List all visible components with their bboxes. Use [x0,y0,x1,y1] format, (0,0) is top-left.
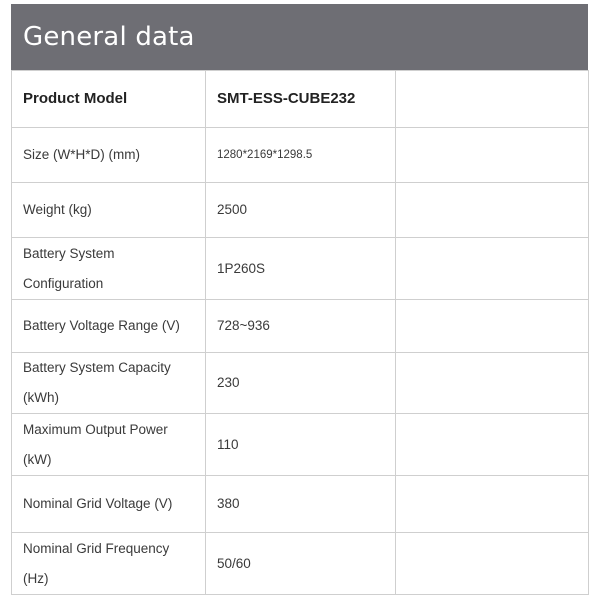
row-extra [396,476,589,533]
row-extra [396,353,589,414]
row-label: Nominal Grid Voltage (V) [12,476,206,533]
table-row [12,300,589,353]
header-label: Product Model [12,71,206,128]
table-row [12,183,589,238]
row-value: 1280*2169*1298.5 [206,128,396,183]
row-value: 2500 [206,183,396,238]
spec-table [11,70,589,595]
table-header-row [12,71,589,128]
row-extra [396,128,589,183]
row-value: 50/60 [206,533,396,595]
row-extra [396,238,589,300]
table-row [12,414,589,476]
section-title: General data [11,4,588,70]
row-label: Nominal Grid Frequency (Hz) [12,533,206,595]
row-label: Battery Voltage Range (V) [12,300,206,353]
row-label: Size (W*H*D) (mm) [12,128,206,183]
table-row [12,476,589,533]
row-label: Maximum Output Power (kW) [12,414,206,476]
table-row [12,353,589,414]
row-value: 1P260S [206,238,396,300]
header-extra [396,71,589,128]
row-label: Battery System Capacity (kWh) [12,353,206,414]
row-extra [396,183,589,238]
table-row [12,128,589,183]
row-extra [396,300,589,353]
row-value: 110 [206,414,396,476]
row-extra [396,414,589,476]
row-label: Battery System Configuration [12,238,206,300]
row-extra [396,533,589,595]
row-value: 380 [206,476,396,533]
row-value: 728~936 [206,300,396,353]
header-value: SMT-ESS-CUBE232 [206,71,396,128]
table-row [12,238,589,300]
row-value: 230 [206,353,396,414]
spec-panel [11,4,588,596]
table-row [12,533,589,595]
row-label: Weight (kg) [12,183,206,238]
